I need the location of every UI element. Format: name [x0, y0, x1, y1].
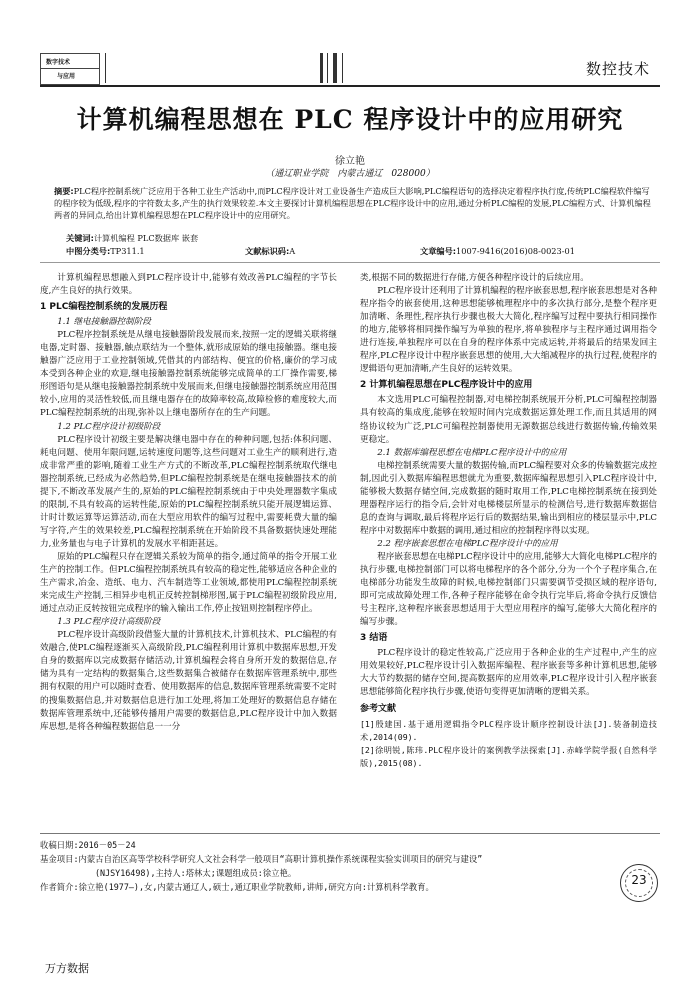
footnotes [40, 838, 640, 894]
clc-number [66, 246, 145, 257]
paragraph: PLC程序控制系统是从继电接触器阶段发展而来,按照一定的逻辑关联将继电器,定时器、接触器,触点联结为一个整体,就形成原始的继电接触器。继电接触器广泛应用于工业控制领域,凭借其的内部结构、便宜的价格,廉价的学习成本受到各种企业的欢迎,继电接触器控制系统能够完成简单的工厂操作需要,梯形图语句是从继电接触器控制系统中发展而来,但继电接触器控制系统应用范围较小,应用的灵活性较低,而且继电器存在的故障率较高,故障检修的难度较大,而PLC编程控制系统的出现,弥补以上继电器所存在的生产问题。 [40, 330, 337, 419]
page-number: 23 [631, 873, 647, 887]
clc-value: TP311.1 [110, 246, 145, 256]
article-value: 1007-9416(2016)08-0023-01 [456, 246, 575, 256]
logo-line1: 数字技术 [46, 59, 71, 66]
references-heading: 参考文献 [360, 703, 397, 714]
reference-item: [1]殷建国.基于通用逻辑指令PLC程序设计顺序控制设计法[J].装备制造技术,2014(09). [360, 718, 657, 742]
doc-code [245, 246, 295, 257]
wanfang-watermark: 万方数据 [45, 962, 89, 975]
paragraph: PLC程序设计高级阶段借鉴大量的计算机技术,计算机技术、PLC编程的有效融合,使PLC编程逐渐买入高级阶段,PLC编程利用计算机中数据库思想,开发自身的数据库以完成数据存储活动,计算机编程会将自身所开发的数据信息,存储为具有一定结构的数据集合,这些数据集合被储存在数据库管理系统中,那些拥有权限的用户可以随时查看、使用数据库的信息,数据库管理系统需要不定时的搜集数据信息,并对数据信息进行加工处理,将加工处理好的数据信息存储在数据库管理系统中,还能够传播用户需要的数据信息,PLC程序设计中加入数据库思想,是将各种编程数据信息一一分 [40, 630, 337, 732]
paragraph: PLC程序设计的稳定性较高,广泛应用于各种企业的生产过程中,产生的应用效果较好,PLC程序设计引入数据库编程、程序嵌套等多种计算机思想,能够大大节约数据的储存空间,提高数据库的应用效率,PLC程序设计引入程序嵌套思想能够简化程序执行步骤,使语句变得更加清晰的逻辑关系。 [360, 648, 657, 698]
received-date: 收稿日期:2016－05－24 [40, 840, 136, 850]
keywords-text: 计算机编程 PLC数据库 嵌套 [93, 233, 199, 243]
subsection-heading: 1.1 继电接触器控制阶段 [57, 317, 151, 328]
article-label: 文章编号: [420, 246, 457, 256]
abstract-text: PLC程序控制系统广泛应用于各种工业生产活动中,而PLC程序设计对工业设备生产造成巨大影响,PLC编程语句的选择决定着程序执行度,传统PLC编程软件编写的程序较为低级,程序的字符数太多,产生的执行效果较差.本文主要探讨计算机编程思想在PLC程序设计中的应用,通过分析PLC编程的发展,PLC编程方式、计算机编程两者的异同点,给出计算机编程思想在PLC程序设计中的应用研究。 [54, 186, 651, 220]
subsection-heading: 2.1 数据库编程思想在电梯PLC程序设计中的应用 [377, 447, 567, 458]
article-title: 计算机编程思想在 PLC 程序设计中的应用研究 [76, 105, 624, 134]
paragraph: 程序嵌套思想在电梯PLC程序设计中的应用,能够大大简化电梯PLC程序的执行步骤,电梯控制部门可以将电梯程序的各个部分,分为一个个子程序集合,在电梯部分功能发生故障的时候,电梯控制部门只需要调节受损区域的程序语句,即可完成故障处理工作,各种子程序能够在命令执行完毕后,将命令执行反馈信号主程序,这种程序嵌套思想适用于大型应用程序的编写,能够大大简化程序的编写步骤。 [360, 551, 657, 628]
paragraph: 本文选用PLC可编程控制器,对电梯控制系统展开分析,PLC可编程控制器具有较高的集成度,能够在较短时间内完成数据运算处理工作,而且其适用的网络协议较为广泛,PLC可编程控制器使用无源数据总线进行数据传输,传输效果更稳定。 [360, 395, 657, 445]
reference-item: [2]徐明锐,陈玮.PLC程序设计的案例教学法探索[J].赤峰学院学报(自然科学版),2015(08). [360, 744, 657, 768]
paragraph: 电梯控制系统需要大量的数据传输,而PLC编程要对众多的传输数据完成控制,因此引入数据库编程思想就尤为重要,数据库编程思想引入PLC程序设计中,能够极大数据存储空间,完成数据的随时取用工作,PLC电梯控制系统在接到处理器程序运行的指令后,会针对电梯楼层所显示的检测信号,进行数据库数据信息的查询与调取,最后将程序运行后的数据结果,输出到相应的楼层显示中,PLC程序中对数据库中数据的调用,通过相应的控制程序得以实现。 [360, 460, 657, 536]
section-heading: 2 计算机编程思想在PLC程序设计中的应用 [360, 380, 533, 391]
subsection-heading: 1.3 PLC程序设计高级阶段 [57, 617, 161, 628]
author-bio: 作者简介:徐立艳(1977—),女,内蒙古通辽人,硕士,通辽职业学院教师,讲师,研究方向:计算机科学教育。 [40, 882, 434, 892]
logo-divider [41, 68, 99, 69]
author: 徐立艳 [335, 156, 365, 167]
section-title: 数控技术 [585, 60, 650, 78]
subsection-heading: 1.2 PLC程序设计初级阶段 [57, 421, 161, 432]
paragraph: 计算机编程思想融入到PLC程序设计中,能够有效改善PLC编程的字节长度,产生良好的执行效果。 [40, 273, 337, 297]
doc-label: 文献标识码: [245, 246, 290, 256]
header-rule [40, 85, 660, 87]
right-column [360, 272, 657, 770]
keywords-label: 关键词: [66, 233, 94, 243]
journal-logo [40, 53, 100, 85]
fund-line1: 基金项目:内蒙古自治区高等学校科学研究人文社会科学一般项目“高职计算机操作系统课程实验实训项目的研究与建设” [40, 854, 483, 864]
section-heading: 1 PLC编程控制系统的发展历程 [40, 302, 168, 313]
footer-rule [40, 833, 660, 834]
keywords [66, 233, 198, 244]
paragraph: PLC程序设计还利用了计算机编程的程序嵌套思想,程序嵌套思想是对各种程序指令的嵌套使用,这种思想能够梳理程序中的多次执行部分,是整个程序更加清晰、条理性,程序执行步骤也极大大简化,程序编写过程中要执行相同操作的地方,能够将相同操作编写为单独的程序,将单独程序与主程序通过调用指令进行连接,单独程序可以在自身的程序体系中完成运转,并将最后的结果发回主程序,PLC程序设计中程序嵌套思想的使用,大大缩减程序的执行过程,使程序的逻辑语句更加清晰,产生良好的运转效果。 [360, 286, 657, 375]
article-number [420, 246, 575, 257]
paragraph: PLC程序设计初级主要是解决继电器中存在的种种问题,包括:体积问题、耗电问题、使用年限问题,运转速度问题等,这些问题对工业生产的顺利进行,造成非常严重的影响,随着工业生产方式的不断改革,PLC编程控制系统取代继电器控制系统,已经成为必然趋势,但PLC编程控制系统是在继电接触器技术的前提下,不断改革发展产生的,原始的PLC编程控制系统由于中央处理器数字集成的限制,不具有较高的运转性能,原始的PLC编程控制系统只能开展逻辑运算、计时计数运算等运算活动,而在大型应用软件的编写过程中,需要耗费大量的编写字符,产生的效果较差,PLC编程控制系统在开始阶段不具备数据快速处理能力,业务量也与电子计算机的发展水平相距甚远。 [40, 434, 337, 549]
logo-line2: 与应用 [57, 73, 76, 80]
affiliation: （通辽职业学院 内蒙古通辽 028000） [265, 169, 435, 179]
fund-line2: (NJSY16498),主持人:塔林太;课题组成员:徐立艳。 [95, 868, 297, 878]
paragraph: 类,根据不同的数据进行存储,方便各种程序设计的后续应用。 [360, 273, 589, 283]
clc-label: 中图分类号: [66, 246, 111, 256]
divider [40, 262, 660, 263]
header-decoration [105, 53, 355, 83]
abstract-label: 摘要: [54, 186, 74, 196]
paragraph: 原始的PLC编程只存在逻辑关系较为简单的指令,通过简单的指令开展工业生产的控制工作。但PLC编程控制系统具有较高的稳定性,能够适应各种企业的生产需求,冶金、造纸、电力、汽车制造等工业领域,都使用PLC编程控制系统来完成生产控制,三相异步电机正反转控制梯形图,属于PLC编程初级阶段应用,通过点动正反转按钮完成程序的输入输出工作,停止按钮则控制程序停止。 [40, 551, 337, 615]
left-column [40, 272, 337, 734]
subsection-heading: 2.2 程序嵌套思想在电梯PLC程序设计中的应用 [377, 538, 558, 549]
doc-value: A [289, 246, 296, 256]
abstract [54, 185, 652, 221]
section-heading: 3 结语 [360, 633, 388, 644]
